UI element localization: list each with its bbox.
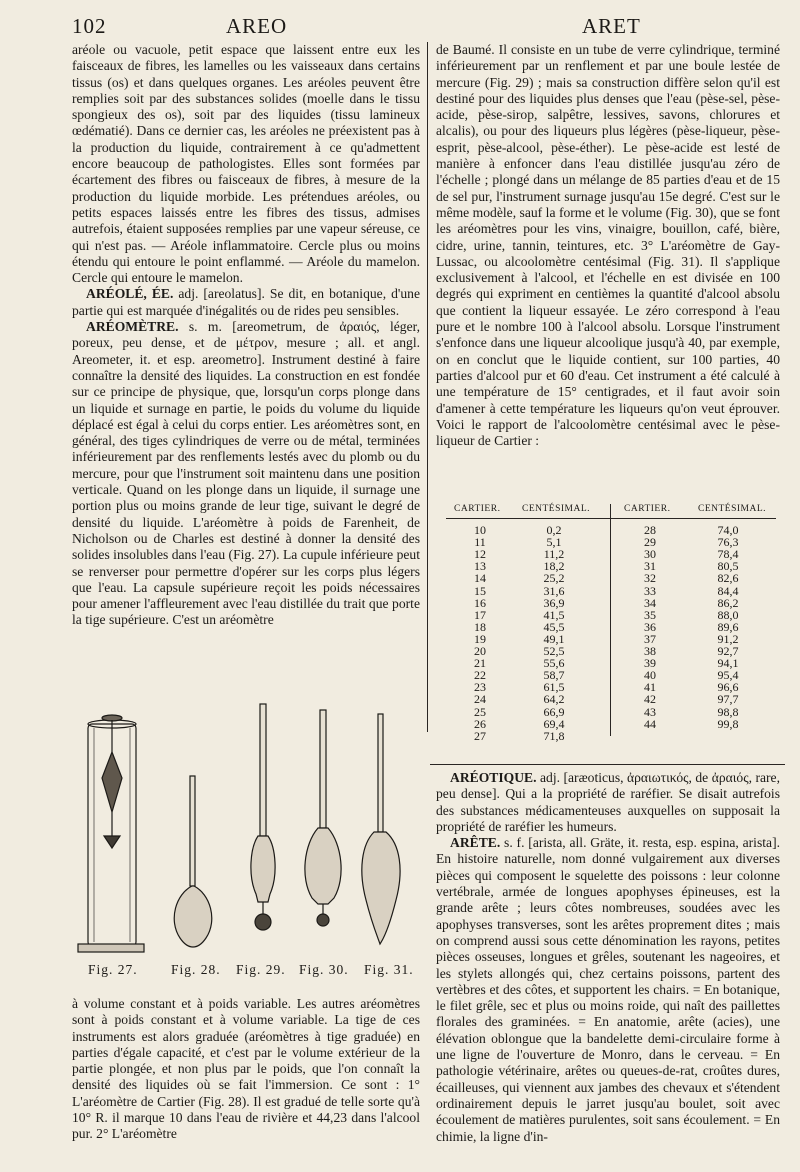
fig-27-illustration (78, 715, 144, 952)
table-cell: 25,2 (543, 571, 565, 586)
left-column-top (72, 42, 420, 682)
table-cell: 33 (644, 583, 656, 598)
table-cell: 96,6 (717, 680, 739, 695)
table-cell: 58,7 (543, 668, 565, 683)
table-cell: 34 (644, 595, 656, 610)
right-column-bottom (436, 770, 780, 1150)
fig-30-illustration (305, 710, 341, 926)
table-header: CENTÉSIMAL. (698, 504, 767, 514)
table-cell: 80,5 (717, 559, 739, 574)
table-cell: 88,0 (717, 607, 739, 622)
table-cell: 22 (474, 668, 486, 683)
section-rule (430, 764, 785, 765)
table-cell: 11 (474, 535, 486, 550)
table-cell: 37 (644, 631, 656, 646)
table-cell: 18 (474, 619, 486, 634)
fig-28-caption: Fig. 28. (171, 962, 221, 977)
fig-29-caption: Fig. 29. (236, 962, 286, 977)
table-cell: 71,8 (543, 728, 565, 743)
table-header: CARTIER. (624, 504, 671, 514)
table-cell: 26 (474, 716, 486, 731)
table-cell: 61,5 (543, 680, 565, 695)
table-cell: 25 (474, 704, 486, 719)
table-divider (610, 504, 611, 736)
table-cell: 11,2 (543, 547, 565, 562)
table-cell: 35 (644, 607, 656, 622)
table-cell: 36 (644, 619, 656, 634)
fig-30-caption: Fig. 30. (299, 962, 349, 977)
table-cell: 44 (644, 716, 656, 731)
table-cell: 41,5 (543, 607, 565, 622)
table-header: CENTÉSIMAL. (522, 504, 591, 514)
entry-head: ARÊTE. (450, 835, 501, 851)
table-cell: 55,6 (543, 656, 565, 671)
table-cell: 43 (644, 704, 656, 719)
table-cell: 40 (644, 668, 656, 683)
fig-31-illustration (362, 714, 400, 944)
table-cell: 19 (474, 631, 486, 646)
running-header (0, 14, 800, 40)
table-cell: 36,9 (543, 595, 565, 610)
column-divider (427, 42, 428, 732)
entry-head: ARÉOMÈTRE. (86, 319, 179, 335)
table-cell: 16 (474, 595, 486, 610)
table-cell: 28 (644, 523, 656, 537)
table-cell: 91,2 (717, 631, 739, 646)
table-header: CARTIER. (454, 504, 501, 514)
table-cell: 14 (474, 571, 486, 586)
table-cell: 95,4 (717, 668, 739, 683)
areometre-continuation: à volume constant et à poids variable. Les autres aréomètres sont à poids constant et à volume variable. La tige de ces instruments est alors graduée (aréomètres à tige graduée) en parties d'égale capacité, et c'est par le volume extérieur de la partie plongée, et non plus par le poids, que l'on connaît la densité des liquides où se fait l'immersion. Ce sont : 1° L'aréomètre de Cartier (Fig. 28). Il est gradué de telle sorte qu'à 10° R. il marque 10 dans l'eau de rivière et 44,23 dans l'alcool pur. 2° L'aréomètre (72, 996, 420, 1142)
table-cell: 31,6 (543, 583, 565, 598)
entry-body: s. f. [arista, all. Gräte, it. resta, esp. espina, arista]. En histoire naturelle, nom donné vulgairement aux diverses pièces qui composent le squelette des poissons : leur colonne vertébrale, armée de longues apophyses épineuses, est la grande arête ; leurs côtes nombreuses, soudées avec les apophyses transverses, sont les arêtes proprement dites ; mais on comprend aussi sous cette dénomination les rayons, petites pièces osseuses, longues et grêles, soutenant les nageoires, et les stylets allongés qui, chez certains poissons, partent des vertèbres et des côtes, et supportent les chairs. = En botanique, le filet grêle, sec et plus ou moins roide, qui naît des paillettes florales des graminées. = En anatomie, arête (acies), une élévation oblongue que la bandelette demi-circulaire forme à une ligne de l'ouverture de Monro, dans le cerveau. = En pathologie vétérinaire, arêtes ou queues-de-rat, croûtes dures, écailleuses, qui viennent aux jambes des chevaux et s'étendent ordinairement depuis le jarret jusqu'au boulet, soit avec écoulement de matières purulentes, soit sans écoulement. = En chimie, la ligne d'in- (436, 835, 780, 1144)
entry-body: adj. [aræoticus, ἀραιωτικός, de ἀραιός, rare, peu dense]. Qui a la propriété de raréfier. Se disait autrefois des substances médicamenteuses auxquelles on supposait la propriété de raréfier les humeurs. (436, 770, 780, 834)
table-cell: 52,5 (543, 644, 565, 658)
cartier-centesimal-table (446, 504, 776, 744)
table-cell: 66,9 (543, 704, 565, 719)
table-cell: 82,6 (717, 571, 739, 586)
table-cell: 42 (644, 692, 656, 707)
entry-areotique (436, 770, 780, 835)
table-cell: 20 (474, 644, 486, 658)
table-cell: 5,1 (546, 535, 562, 550)
table-cell: 18,2 (543, 559, 565, 574)
entry-head: ARÉOTIQUE. (450, 770, 537, 785)
table-cell: 97,7 (717, 692, 739, 707)
table-cell: 12 (474, 547, 486, 562)
left-running-head: AREO (226, 14, 288, 38)
table-cell: 15 (474, 583, 486, 598)
table-cell: 24 (474, 692, 486, 707)
baume-paragraph: de Baumé. Il consiste en un tube de verre cylindrique, terminé inférieurement par un renflement et par une boule lestée de mercure (Fig. 29) ; mais sa construction diffère selon qu'il est destiné pour des liquides plus denses que l'eau (pèse-sel, pèse-acide, pèse-sirop, salpêtre, lessives, savons, chlorures et alcalis), ou pour des liqueurs plus légères (pèse-liqueur, pèse-esprit, pèse-alcool, pèse-éther). Le pèse-acide est lesté de manière à enfoncer dans l'eau distillée jusqu'au zéro de l'échelle ; plongé dans un mélange de 85 parties d'eau et de 15 de sel pur, l'instrument surnage jusqu'au 15e degré. C'est sur le même modèle, sauf la forme et le volume (Fig. 30), que se font les aréomètres pour les vins, vinaigre, bouillon, café, bière, cidre, urine, tannin, teintures, etc. 3° L'aréomètre de Gay-Lussac, ou alcoolomètre centésimal (Fig. 31). Il s'applique exclusivement à l'alcool, et l'échelle en est divisée en 100 degrés qui expriment en centièmes la quantité d'alcool absolu que contient la liqueur essayée. Le zéro correspond à l'eau pure et le nombre 100 à l'alcool absolu. Lorsque l'instrument s'enfonce dans une liqueur alcoolique jusqu'à 40, par exemple, on en conclut que le liquide contient, sur 100 parties, 40 parties d'alcool pur et 60 d'eau. Cet instrument a été calculé à une température de 15° centigrades, et il faut avoir soin d'amener à cette température les liqueurs qu'on veut éprouver. Voici le rapport de l'alcoolomètre centésimal avec le pèse-liqueur de Cartier : (436, 42, 780, 449)
table-cell: 38 (644, 644, 656, 658)
table-cell: 76,3 (717, 535, 739, 550)
table-cell: 45,5 (543, 619, 565, 634)
entry-areole (72, 286, 420, 319)
table-cell: 10 (474, 523, 486, 537)
table-cell: 27 (474, 728, 486, 743)
entry-head: ARÉOLÉ, ÉE. (86, 286, 174, 302)
table-cell: 31 (644, 559, 656, 574)
table-cell: 41 (644, 680, 656, 695)
table-cell: 23 (474, 680, 486, 695)
table-header-rule (446, 518, 776, 519)
table-cell: 32 (644, 571, 656, 586)
fig-27-caption: Fig. 27. (88, 962, 138, 977)
entry-body: s. m. [areometrum, de ἀραιός, léger, poreux, peu dense, et de μέτρον, mesure ; all. et angl. Areometer, it. et esp. areometro]. Instrument destiné à faire connaître la densité des liquides. La construction en est fondée sur ce principe de physique, que, lorsqu'un corps plonge dans un liquide et surnage en partie, le poids du volume du liquide déplacé est égal à celui du corps entier. Les aréomètres sont, en général, des tiges cylindriques de verre ou de métal, terminées inférieurement par des renflements lestés avec du plomb ou du mercure, pour que l'instrument soit maintenu dans une position verticale. Quand on les plonge dans un liquide, il surnage une portion plus ou moins grande de leur tige, suivant le degré de densité du liquide. L'aréomètre à poids de Farenheit, de Nicholson ou de Charles est destiné à donner la densité des solides insolubles dans l'eau (Fig. 27). La cupule inférieure peut se renverser pour permettre d'opérer sur les corps plus légers que l'eau. La capsule supérieure reçoit les poids nécessaires pour amener l'affleurement avec l'eau distillée du trait que porte la tige supérieure. C'est un aréomètre (72, 319, 420, 628)
table-cell: 78,4 (717, 547, 739, 562)
fig-28-illustration (174, 776, 212, 947)
table-cell: 17 (474, 607, 486, 622)
table-cell: 69,4 (543, 716, 565, 731)
table-cell: 89,6 (717, 619, 739, 634)
table-cell: 0,2 (546, 523, 562, 537)
entry-arete (436, 835, 780, 1145)
table-cell: 49,1 (543, 631, 565, 646)
table-cell: 13 (474, 559, 486, 574)
table-cell: 86,2 (717, 595, 739, 610)
table-cell: 21 (474, 656, 486, 671)
fig-29-illustration (251, 704, 275, 930)
fig-31-caption: Fig. 31. (364, 962, 414, 977)
areometer-figures (72, 688, 420, 986)
page-number: 102 (72, 14, 107, 38)
right-running-head: ARET (582, 14, 641, 38)
entry-areometre (72, 319, 420, 629)
areole-continuation: aréole ou vacuole, petit espace que laissent entre eux les faisceaux de fibres, les lamelles ou les vaisseaux dans certains tissus (os) et dans quelques organes. Les aréoles peuvent être remplies soit par des substances solides (moelle dans le tissu spongieux des os), soit par des liquides (tissu lamineux œdématié). Dans ce dernier cas, les aréoles ne préexistent pas à la production du liquide, contrairement à ce qu'admettent encore beaucoup de pathologistes. Elles sont formées par écartement des fibres ou faisceaux de fibres, à mesure de la production du liquide morbide. Les prétendues aréoles, ou petits espaces laissés entre les fibres des tissus, admises autrefois, étaient supposées remplies par une vapeur séreuse, ce qui n'est pas. — Aréole inflammatoire. Cercle plus ou moins étendu qui entoure le point enflammé. — Aréole du mamelon. Cercle qui entoure le mamelon. (72, 42, 420, 286)
table-cell: 64,2 (543, 692, 565, 707)
table-cell: 99,8 (717, 716, 739, 731)
table-cell: 84,4 (717, 583, 739, 598)
entry-body: adj. [areolatus]. Se dit, en botanique, d'une partie qui est marquée d'inégalités ou de rides peu sensibles. (72, 286, 420, 318)
table-cell: 39 (644, 656, 656, 671)
table-cell: 94,1 (717, 656, 739, 671)
table-cell: 29 (644, 535, 656, 550)
table-cell: 74,0 (717, 523, 739, 537)
table-cell: 92,7 (717, 644, 739, 658)
right-column-top (436, 42, 780, 502)
table-cell: 98,8 (717, 704, 739, 719)
table-cell: 30 (644, 547, 656, 562)
left-column-bottom (72, 996, 420, 1146)
